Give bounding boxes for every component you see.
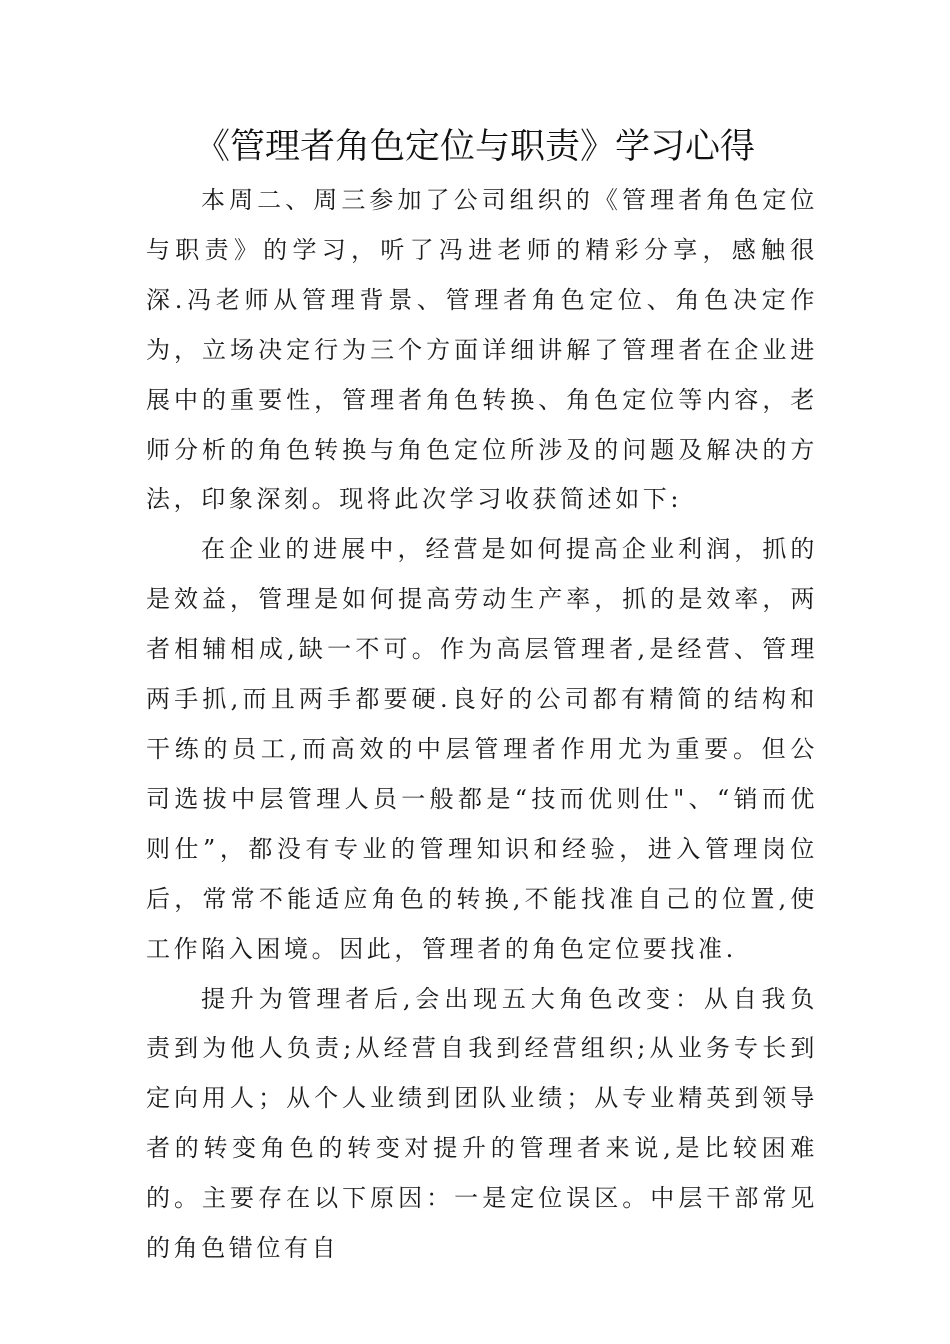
- document-title: 《管理者角色定位与职责》学习心得: [194, 127, 755, 167]
- paragraph-3: 提升为管理者后,会出现五大角色改变：从自我负责到为他人负责;从经营自我到经营组织;从业务专长到定向用人；从个人业绩到团队业绩；从专业精英到领导者的转变角色的转变对提升的管理者来说,是比较困难的。主要存在以下原因：一是定位误区。中层干部常见的角色错位有自: [146, 984, 818, 1263]
- paragraph-1: 本周二、周三参加了公司组织的《管理者角色定位与职责》的学习，听了冯进老师的精彩分享，感触很深.冯老师从管理背景、管理者角色定位、角色决定作为，立场决定行为三个方面详细讲解了管理者在企业进展中的重要性，管理者角色转换、角色定位等内容，老师分析的角色转换与角色定位所涉及的问题及解决的方法，印象深刻。现将此次学习收获简述如下:: [146, 186, 818, 514]
- paragraph-2: 在企业的进展中，经营是如何提高企业利润，抓的是效益，管理是如何提高劳动生产率，抓的是效率，两者相辅相成,缺一不可。作为高层管理者,是经营、管理两手抓,而且两手都要硬.良好的公司都有精简的结构和干练的员工,而高效的中层管理者作用尤为重要。但公司选拔中层管理人员一般都是“技而优则仕"、“销而优则仕”，都没有专业的管理知识和经验，进入管理岗位后，常常不能适应角色的转换,不能找准自己的位置,使工作陷入困境。因此，管理者的角色定位要找准.: [146, 535, 818, 963]
- document-body: [146, 176, 818, 1274]
